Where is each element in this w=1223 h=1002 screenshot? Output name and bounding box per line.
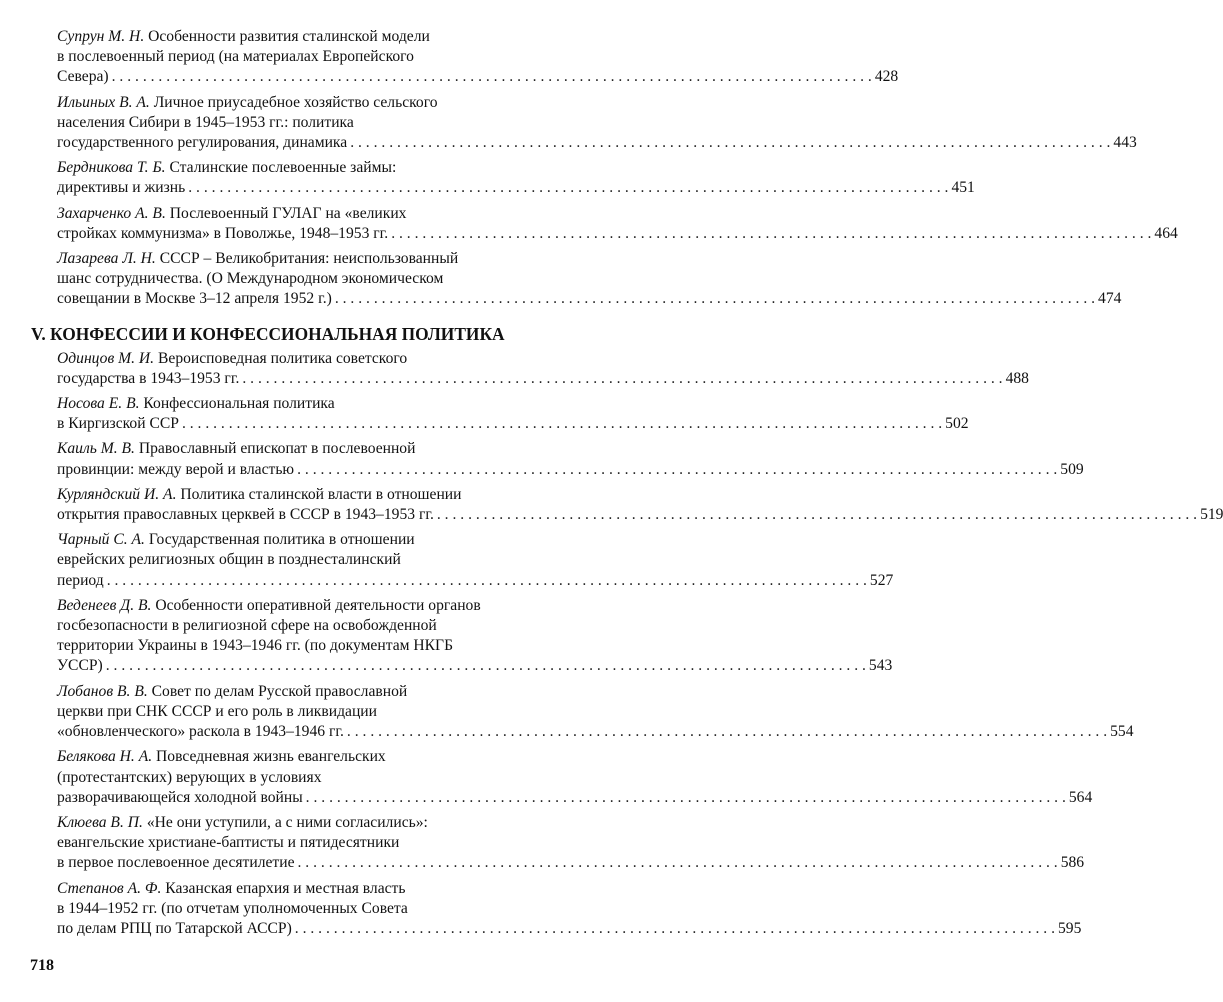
dot-leader xyxy=(297,461,1057,478)
toc-part-2 xyxy=(57,349,1223,939)
toc-entry-title-line: Казанская епархия и местная власть xyxy=(165,879,406,897)
toc-entry-author: Одинцов М. И. xyxy=(57,349,155,367)
toc-entry-author: Каиль М. В. xyxy=(57,440,135,458)
toc-entry xyxy=(57,485,1223,525)
toc-entry xyxy=(57,394,969,434)
toc-entry-title-line: шанс сотрудничества. (О Международном экономическом xyxy=(57,270,444,288)
toc-entry-line xyxy=(57,27,575,47)
toc-entry-title-line: госбезопасности в религиозной сфере на освобожденной xyxy=(57,617,437,635)
toc-entry-page: 543 xyxy=(868,657,893,675)
dot-leader xyxy=(112,68,872,85)
toc-entry-title-line: государственного регулирования, динамика xyxy=(57,134,348,152)
dot-leader xyxy=(350,134,1110,151)
toc-entry-title-line: Послевоенный ГУЛАГ на «великих xyxy=(169,204,407,222)
toc-entry-line xyxy=(57,394,575,414)
toc-entry-title-line: в 1944–1952 гг. (по отчетам уполномоченных Совета xyxy=(57,899,408,917)
toc-entry-title-line: Личное приусадебное хозяйство сельского xyxy=(153,93,438,111)
toc-entry-title-line: Политика сталинской власти в отношении xyxy=(180,485,462,503)
toc-entry-last-line xyxy=(57,178,975,198)
toc-entry-line xyxy=(57,204,575,224)
toc-entry-title-line: еврейских религиозных общин в позднесталинский xyxy=(57,551,401,569)
toc-entry-page: 451 xyxy=(951,179,975,197)
toc-entry-last-line xyxy=(57,656,893,676)
toc-entry-title-line: период xyxy=(57,571,104,589)
toc-entry-author: Бердникова Т. Б. xyxy=(57,159,166,177)
toc-entry-last-line xyxy=(57,853,1085,873)
toc-entry-title-line: государства в 1943–1953 гг. xyxy=(57,369,240,387)
toc-entry-title-line: Повседневная жизнь евангельских xyxy=(156,748,386,766)
toc-entry-author: Супрун М. Н. xyxy=(57,28,145,45)
toc-entry-title-line: совещании в Москве 3–12 апреля 1952 г.) xyxy=(57,290,332,308)
toc-entry xyxy=(57,158,975,198)
toc-entry-line xyxy=(57,550,575,570)
toc-entry xyxy=(57,349,1029,389)
toc-entry-page: 595 xyxy=(1057,919,1082,937)
toc-entry-last-line xyxy=(57,414,969,434)
toc-entry-page: 464 xyxy=(1154,224,1178,242)
toc-entry-page: 564 xyxy=(1068,788,1093,806)
toc-entry-last-line xyxy=(57,722,1134,742)
toc-entry-title-line: Особенности развития сталинской модели xyxy=(148,28,430,45)
toc-entry-line xyxy=(57,158,575,178)
toc-entry-line xyxy=(57,747,575,767)
toc-entry-line xyxy=(57,596,575,616)
toc-entry-page: 502 xyxy=(945,415,969,433)
dot-leader xyxy=(391,225,1151,242)
toc-entry-last-line xyxy=(57,919,1082,939)
toc-entry-last-line xyxy=(57,133,1137,153)
dot-leader xyxy=(347,723,1107,740)
toc-entry-author: Белякова Н. А. xyxy=(57,748,153,766)
toc-entry-title-line: Сталинские послевоенные займы: xyxy=(169,159,397,177)
toc-entry-title-line: Особенности оперативной деятельности органов xyxy=(155,596,481,614)
toc-entry-title-line: директивы и жизнь xyxy=(57,179,186,197)
dot-leader xyxy=(298,854,1058,871)
toc-entry xyxy=(57,439,1084,479)
toc-entry-page: 509 xyxy=(1060,460,1084,478)
toc-entry-title-line: УССР) xyxy=(57,657,103,675)
table-of-contents xyxy=(31,27,1223,944)
toc-entry-author: Степанов А. Ф. xyxy=(57,879,162,897)
toc-entry-title-line: открытия православных церквей в СССР в 1943–1953 гг. xyxy=(57,506,434,524)
toc-entry-last-line xyxy=(57,67,899,87)
toc-entry xyxy=(57,596,893,677)
toc-entry-last-line xyxy=(57,224,1178,244)
toc-entry-title-line: разворачивающейся холодной войны xyxy=(57,788,303,806)
toc-entry-title-line: Вероисповедная политика советского xyxy=(158,349,408,367)
toc-entry-page: 488 xyxy=(1005,369,1029,387)
toc-entry xyxy=(57,879,1082,940)
toc-entry-page: 586 xyxy=(1060,854,1085,872)
toc-entry-title-line: населения Сибири в 1945–1953 гг.: политика xyxy=(57,113,354,131)
toc-entry-last-line xyxy=(57,571,894,591)
toc-entry-page: 443 xyxy=(1113,134,1137,152)
toc-entry-title-line: СССР – Великобритания: неиспользованный xyxy=(159,250,459,268)
toc-entry-author: Лазарева Л. Н. xyxy=(57,250,156,268)
toc-entry-title-line: провинции: между верой и властью xyxy=(57,460,295,478)
toc-entry-page: 474 xyxy=(1098,290,1122,308)
toc-entry xyxy=(57,530,894,591)
toc-entry-last-line xyxy=(57,369,1029,389)
dot-leader xyxy=(306,789,1066,806)
toc-entry xyxy=(57,682,1134,743)
toc-entry-author: Ильиных В. А. xyxy=(57,93,150,111)
toc-entry-page: 428 xyxy=(874,68,899,86)
toc-entry-line xyxy=(57,349,575,369)
toc-entry-title-line: по делам РПЦ по Татарской АССР) xyxy=(57,919,292,937)
toc-entry-line xyxy=(57,249,575,269)
toc-entry-line xyxy=(57,682,575,702)
toc-entry-title-line: в Киргизской ССР xyxy=(57,415,179,433)
dot-leader xyxy=(188,179,948,196)
toc-entry-line xyxy=(57,93,575,113)
toc-entry-line xyxy=(57,813,575,833)
toc-entry-line xyxy=(57,899,575,919)
toc-entry-line xyxy=(57,269,575,289)
toc-entry-line xyxy=(57,879,575,899)
toc-entry xyxy=(57,747,1093,808)
toc-entry-line xyxy=(57,616,575,636)
toc-entry-author: Курляндский И. А. xyxy=(57,485,177,503)
toc-entry-last-line xyxy=(57,289,1122,309)
toc-entry xyxy=(57,813,1085,874)
toc-entry-title-line: Совет по делам Русской православной xyxy=(151,682,408,700)
dot-leader xyxy=(437,506,1197,523)
toc-entry-line xyxy=(57,113,575,133)
toc-entry-last-line xyxy=(57,788,1093,808)
toc-entry-page: 519 xyxy=(1200,506,1223,524)
toc-entry-author: Носова Е. В. xyxy=(57,395,140,413)
dot-leader xyxy=(182,415,942,432)
section-heading: V. КОНФЕССИИ И КОНФЕССИОНАЛЬНАЯ ПОЛИТИКА xyxy=(31,323,505,344)
page-number: 718 xyxy=(30,957,54,974)
toc-entry xyxy=(57,93,1137,154)
toc-entry-author: Веденеев Д. В. xyxy=(57,596,152,614)
dot-leader xyxy=(335,290,1095,307)
toc-entry-page: 554 xyxy=(1110,723,1134,741)
toc-entry-line xyxy=(57,702,575,722)
toc-entry-last-line xyxy=(57,460,1084,480)
toc-entry-title-line: стройках коммунизма» в Поволжье, 1948–1953 гг. xyxy=(57,224,389,242)
toc-entry-author: Клюева В. П. xyxy=(57,813,143,831)
toc-entry-title-line: (протестантских) верующих в условиях xyxy=(57,768,322,786)
toc-entry-author: Лобанов В. В. xyxy=(57,682,148,700)
toc-entry-author: Чарный С. А. xyxy=(57,531,145,549)
toc-part-1 xyxy=(57,27,1178,310)
toc-entry-title-line: Конфессиональная политика xyxy=(143,395,335,413)
dot-leader xyxy=(106,657,866,674)
dot-leader xyxy=(242,370,1002,387)
toc-entry-author: Захарченко А. В. xyxy=(57,204,166,222)
toc-entry-line xyxy=(57,485,575,505)
toc-entry-line xyxy=(57,636,575,656)
toc-entry-title-line: «Не они уступили, а с ними согласились»: xyxy=(146,813,428,831)
dot-leader xyxy=(295,920,1055,937)
toc-entry-line xyxy=(57,768,575,788)
toc-entry-title-line: «обновленческого» раскола в 1943–1946 гг. xyxy=(57,723,344,741)
toc-entry-line xyxy=(57,47,575,67)
toc-entry-line xyxy=(57,530,575,550)
toc-entry-last-line xyxy=(57,505,1223,525)
toc-entry-page: 527 xyxy=(869,571,894,589)
toc-entry-title-line: в послевоенный период (на материалах Европейского xyxy=(57,48,414,66)
toc-entry-line xyxy=(57,833,575,853)
toc-entry-line xyxy=(57,439,575,459)
toc-entry-title-line: территории Украины в 1943–1946 гг. (по документам НКГБ xyxy=(57,637,454,655)
toc-entry-title-line: в первое послевоенное десятилетие xyxy=(57,854,295,872)
toc-entry xyxy=(57,27,899,88)
toc-entry-title-line: Севера) xyxy=(57,68,109,86)
toc-entry-title-line: церкви при СНК СССР и его роль в ликвидации xyxy=(57,702,377,720)
toc-entry xyxy=(57,249,1122,310)
toc-entry-title-line: Православный епископат в послевоенной xyxy=(138,440,416,458)
toc-entry-title-line: евангельские христиане-баптисты и пятидесятники xyxy=(57,834,400,852)
toc-entry xyxy=(57,204,1178,244)
dot-leader xyxy=(107,572,867,589)
toc-entry-title-line: Государственная политика в отношении xyxy=(148,531,415,549)
